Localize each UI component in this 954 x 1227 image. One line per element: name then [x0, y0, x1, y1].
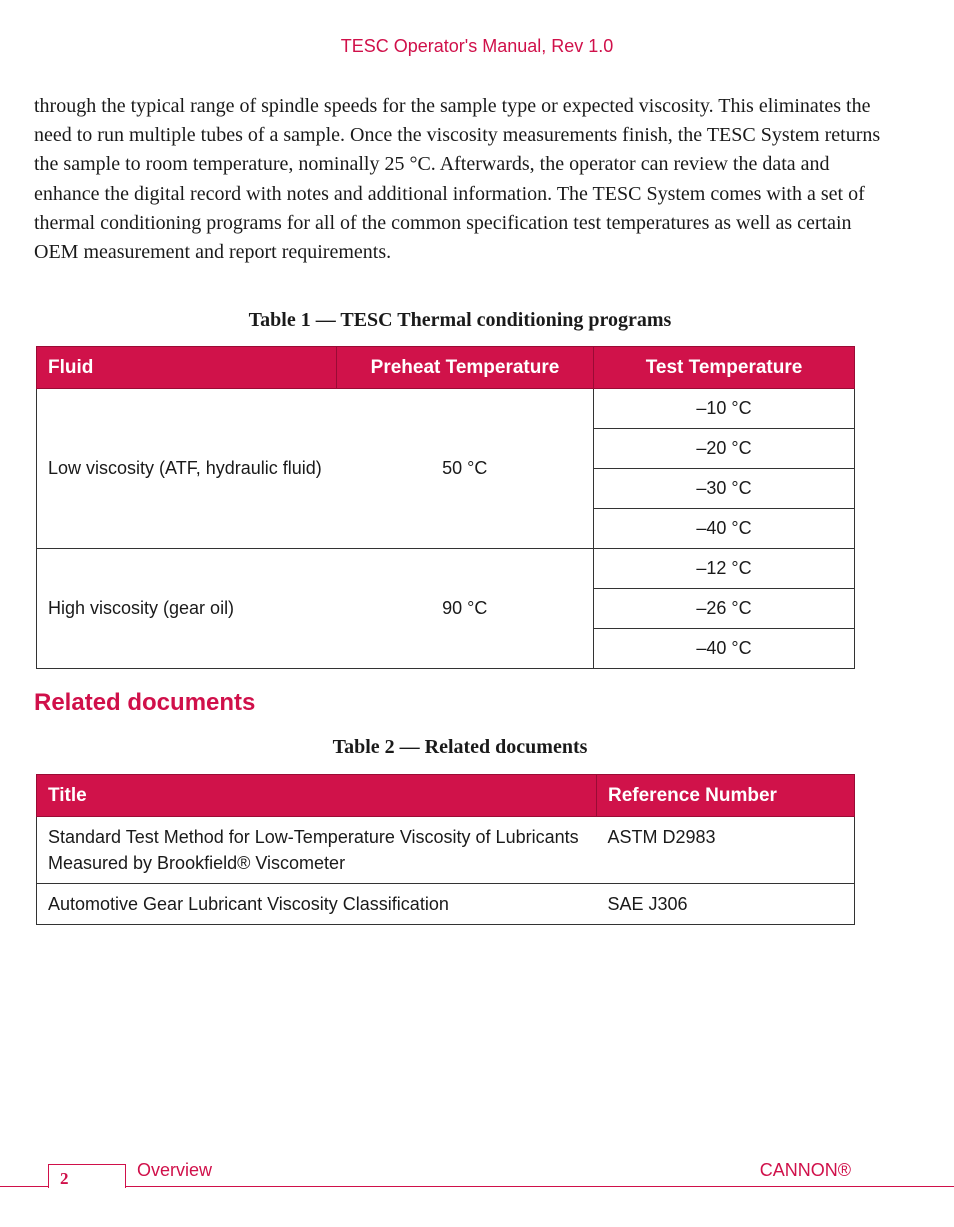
preheat-cell: 50 °C — [337, 389, 594, 549]
reference-number-cell: SAE J306 — [597, 884, 855, 925]
table2-caption: Table 2 — Related documents — [332, 736, 588, 758]
footer-rule — [0, 1186, 954, 1187]
footer-brand: CANNON® — [759, 1160, 851, 1180]
table-header-row — [37, 347, 855, 389]
test-temperature-cell: –20 °C — [594, 429, 855, 469]
document-title-cell: Automotive Gear Lubricant Viscosity Classification — [37, 884, 597, 925]
column-header-test-temperature: Test Temperature — [594, 347, 855, 389]
test-temperature-cell: –12 °C — [594, 549, 855, 589]
column-header-reference: Reference Number — [597, 775, 855, 817]
test-temperature-cell: –10 °C — [594, 389, 855, 429]
preheat-cell: 90 °C — [337, 549, 594, 669]
page-number: 2 — [60, 1169, 69, 1188]
table1-caption: Table 1 — TESC Thermal conditioning programs — [248, 309, 672, 331]
test-temperature-cell: –40 °C — [594, 509, 855, 549]
footer-section-name: Overview — [137, 1160, 213, 1180]
running-header: TESC Operator's Manual, Rev 1.0 — [340, 36, 614, 56]
reference-number-cell: ASTM D2983 — [597, 817, 855, 884]
fluid-cell: Low viscosity (ATF, hydraulic fluid) — [37, 389, 337, 549]
related-documents-heading: Related documents — [34, 689, 256, 716]
column-header-preheat: Preheat Temperature — [337, 347, 594, 389]
table-row — [37, 817, 855, 884]
thermal-programs-table — [36, 346, 855, 669]
test-temperature-cell: –26 °C — [594, 589, 855, 629]
test-temperature-cell: –40 °C — [594, 629, 855, 669]
table-row — [37, 549, 855, 589]
table-row — [37, 389, 855, 429]
column-header-title: Title — [37, 775, 597, 817]
table-header-row — [37, 775, 855, 817]
related-documents-table — [36, 774, 855, 925]
test-temperature-cell: –30 °C — [594, 469, 855, 509]
document-title-cell: Standard Test Method for Low-Temperature Viscosity of Lubricants Measured by Brookfield® Viscometer — [37, 817, 597, 884]
table-row — [37, 884, 855, 925]
fluid-cell: High viscosity (gear oil) — [37, 549, 337, 669]
column-header-fluid: Fluid — [37, 347, 337, 389]
intro-paragraph: through the typical range of spindle speeds for the sample type or expected viscosity. This eliminates the need to run multiple tubes of a sample. Once the viscosity measurements finish, the TESC System returns the sample to room temperature, nominally 25 °C. Afterwards, the operator can review the data and enhance the digital record with notes and additional information. The TESC System comes with a set of thermal conditioning programs for all of the common specification test temperatures as well as certain OEM measurement and report requirements. — [34, 95, 881, 264]
